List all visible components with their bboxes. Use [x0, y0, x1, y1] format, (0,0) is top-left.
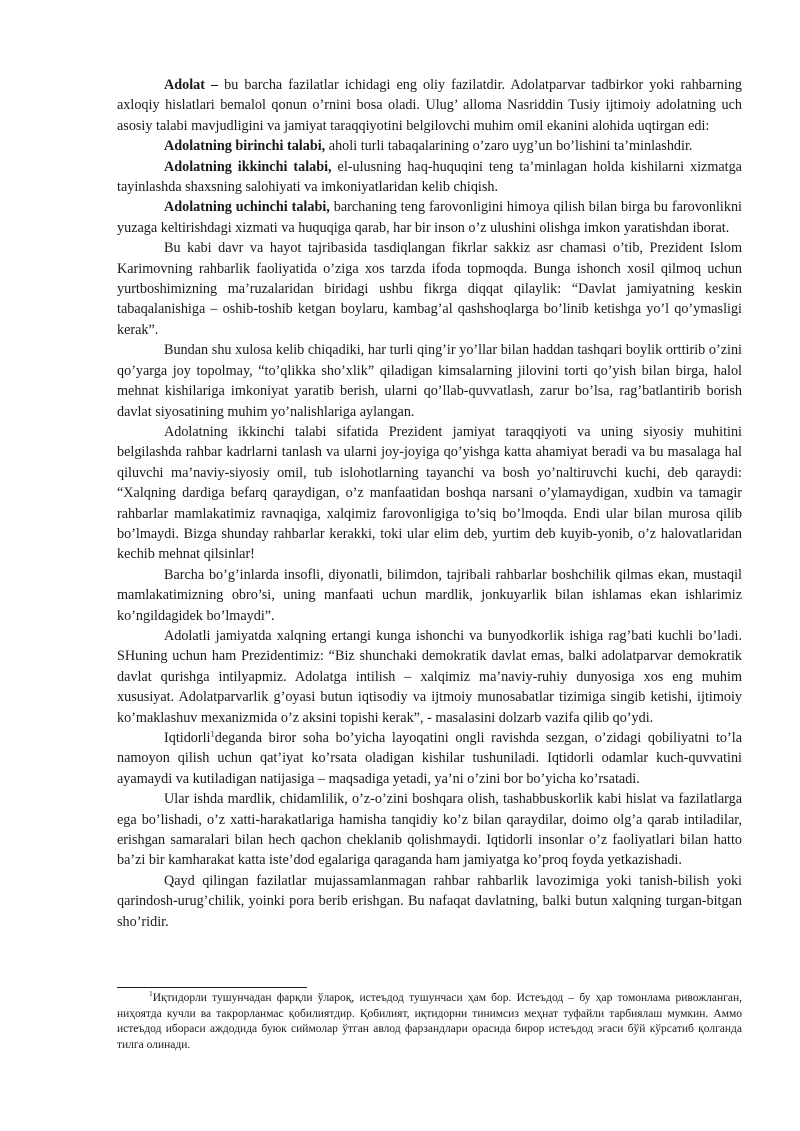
paragraph-lead-word: Iqtidorli	[164, 730, 211, 746]
paragraph-text: aholi turli tabaqalarining o’zaro uyg’un bo’lishini ta’minlashdir.	[325, 138, 693, 155]
term-second-requirement: Adolatning ikkinchi talabi,	[164, 158, 332, 175]
paragraph-conclusion: Bundan shu xulosa kelib chiqadiki, har turli qing’ir yo’llar bilan haddan tashqari boylik orttirib o’zini qo’yarga joy topolmay, “to’qlikka sho’xlik” qiladigan kimsalarning jilovini torti qo’yish bilan birga, halol mehnat kishilariga imkoniyat yaratib berish, ularni qo’llab-quvvatlash, zarur bo’lsa, rag’batlantirib borish davlat siyosatining muhim yo’nalishlariga aylangan.	[117, 342, 742, 420]
footnote	[117, 991, 742, 1053]
term-adolat: Adolat –	[164, 77, 219, 93]
document-body	[117, 75, 742, 932]
paragraph-text: barchaning teng farovonligini himoya qilish bilan birga bu farovonlikni yuzaga keltirishdagi xizmati va huquqiga qarab, har bir inson o’z ulushini olishga imkon yaratishdan iborat.	[117, 199, 742, 236]
paragraph-qualities: Ular ishda mardlik, chidamlilik, o’z-o’zini boshqara olish, tashabbuskorlik kabi hislat va fazilatlarga ega bo’lishadi, o’z xatti-harakatlariga hamisha tanqidiy ko’z bilan qaraydilar, doimo olg’a qarab intiladilar, erishgan samaralari bilan hech qachon cheklanib qolishmaydi. Iqtidorli insonlar o’z faoliyatlari bilan hatto ba’zi bir kamharakat katta iste’dod egalariga qaraganda ham jamiyatga ko’proq foyda yetkazishadi.	[117, 791, 742, 869]
paragraph-text: deganda biror soha bo’yicha layoqatini ongli ravishda sezgan, o’zidagi qobiliyatni to’la namoyon qilish uchun qat’iyat ko’rsata oladigan kishilar tushuniladi. Iqtidorli odamlar kuch-quvvatini ayamaydi va kutiladigan natijasiga – maqsadiga yetadi, ya’ni o’zini bor bo’yicha ko’rsatadi.	[117, 730, 742, 787]
paragraph-second-requirement	[117, 157, 742, 198]
term-third-requirement: Adolatning uchinchi talabi,	[164, 199, 330, 216]
paragraph-third-requirement	[117, 197, 742, 238]
term-first-requirement: Adolatning birinchi talabi,	[164, 138, 326, 155]
paragraph-text: bu barcha fazilatlar ichidagi eng oliy fazilatdir. Adolatparvar tadbirkor yoki rahbarning axloqiy hislatlari bemalol qonun o’rnini bosa oladi. Ulug’ alloma Nasriddin Tusiy ijtimoiy adolatning uch asosiy talabi mavjudligini va jamiyat taraqqiyotini belgilovchi muhim omil ekanini alohida uqtirgan edi:	[117, 77, 743, 134]
footnote-reference[interactable]: 1	[210, 728, 215, 739]
paragraph-president-quote: Bu kabi davr va hayot tajribasida tasdiqlangan fikrlar sakkiz asr chamasi o’tib, Prezident Islom Karimovning rahbarlik faoliyatida o’ziga xos tarzda ifoda topmoqda. Bunga ishonch xosil qilmoq uchun yurtboshimizning ma’ruzalaridan biridagi ushbu fikrga diqqat qilaylik: “Davlat jamiyatning keskin tabaqalanishiga – oshib-toshib ketgan boylaru, kambag’al qashshoqlarga bo’linib ketishga yo’l qo’ymasligi kerak”.	[117, 240, 742, 338]
footnote-text: Иқтидорли тушунчадан фарқли ўлароқ, истеъдод тушунчаси ҳам бор. Истеъдод – бу ҳар томонлама ривожланган, ниҳоятда кучли ва такрорланмас қобилиятдир. Қобилият, иқтидорни тинимсиз меҳнат туфайли тарбиялаш мумкин. Аммо истеъдод ибораси аждодида буюк сиймолар ўтган авлод фарзандлари орасида бирор истеъдод эгаси бўй кўрсатиб қолганда тилга олинади.	[117, 992, 742, 1051]
paragraph-text: el-ulusning haq-huquqini teng ta’minlagan holda kishilarni xizmatga tayinlashda shaxsning salohiyati va imkoniyatlaridan kelib chiqish.	[117, 158, 742, 196]
paragraph-adolat-definition	[117, 75, 742, 136]
paragraph-first-requirement	[117, 136, 742, 156]
paragraph-cadres: Adolatning ikkinchi talabi sifatida Prezident jamiyat taraqqiyoti va uning siyosiy muhitini belgilashda rahbar kadrlarni tanlash va ularni joy-joyiga qo’yishga katta ahamiyat beradi va bu masalaga hal qiluvchi ma’naviy-siyosiy omil, tub islohotlarning tayanchi va bosh yo’naltiruvchi kuchi, deb qaraydi: “Xalqning dardiga befarq qaraydigan, o’z manfaatidan boshqa narsani o’ylamaydigan, xudbin va tamagir rahbarlar mamlakatimiz ravnaqiga, xalqimiz farovonligiga to’siq bo’lmoqda. Endi ular bilan murosa qilib bo’lmaydi. Bizga shunday rahbarlar kerakki, toki ular elim deb, yurtim deb kuyib-yonib, o’z halovatlaridan kechib mehnat qilsinlar!	[117, 423, 742, 563]
paragraph-just-society: Adolatli jamiyatda xalqning ertangi kunga ishonchi va bunyodkorlik ishiga rag’bati kuchli bo’ladi. SHuning uchun ham Prezidentimiz: “Biz shunchaki demokratik davlat emas, balki adolatparvar demokratik davlat qurishga intilyapmiz. Adolatga intilish – xalqimiz ma’naviy-ruhiy dunyosiga xos eng muhim xususiyat. Adolatparvarlik g’oyasi butun iqtisodiy va ijtmoiy munosabatlar tizimiga singib ketishi, ijtimoiy ko’maklashuv mexanizmida o’z aksini topishi kerak”, - masalasini dolzarb vazifa qilib qo’ydi.	[117, 627, 742, 726]
paragraph-leaders: Barcha bo’g’inlarda insofli, diyonatli, bilimdon, tajribali rahbarlar boshchilik qilmas ekan, mustaqil mamlakatimizning obro’si, uning manfaati uchun mardlik, jonkuyarlik bilan ishlamas ekan ishlarimiz ko’ngildagidek bo’lmaydi”.	[117, 566, 742, 624]
footnote-divider	[117, 987, 307, 988]
paragraph-final: Qayd qilingan fazilatlar mujassamlanmagan rahbar rahbarlik lavozimiga yoki tanish-bilish yoki qarindosh-urug’chilik, yoinki pora berib erishgan. Bu nafaqat davlatning, balki butun xalqning turgan-bitgan sho’ridir.	[117, 872, 742, 930]
footnote-marker: 1	[149, 989, 153, 999]
paragraph-iqtidorli	[117, 728, 742, 789]
